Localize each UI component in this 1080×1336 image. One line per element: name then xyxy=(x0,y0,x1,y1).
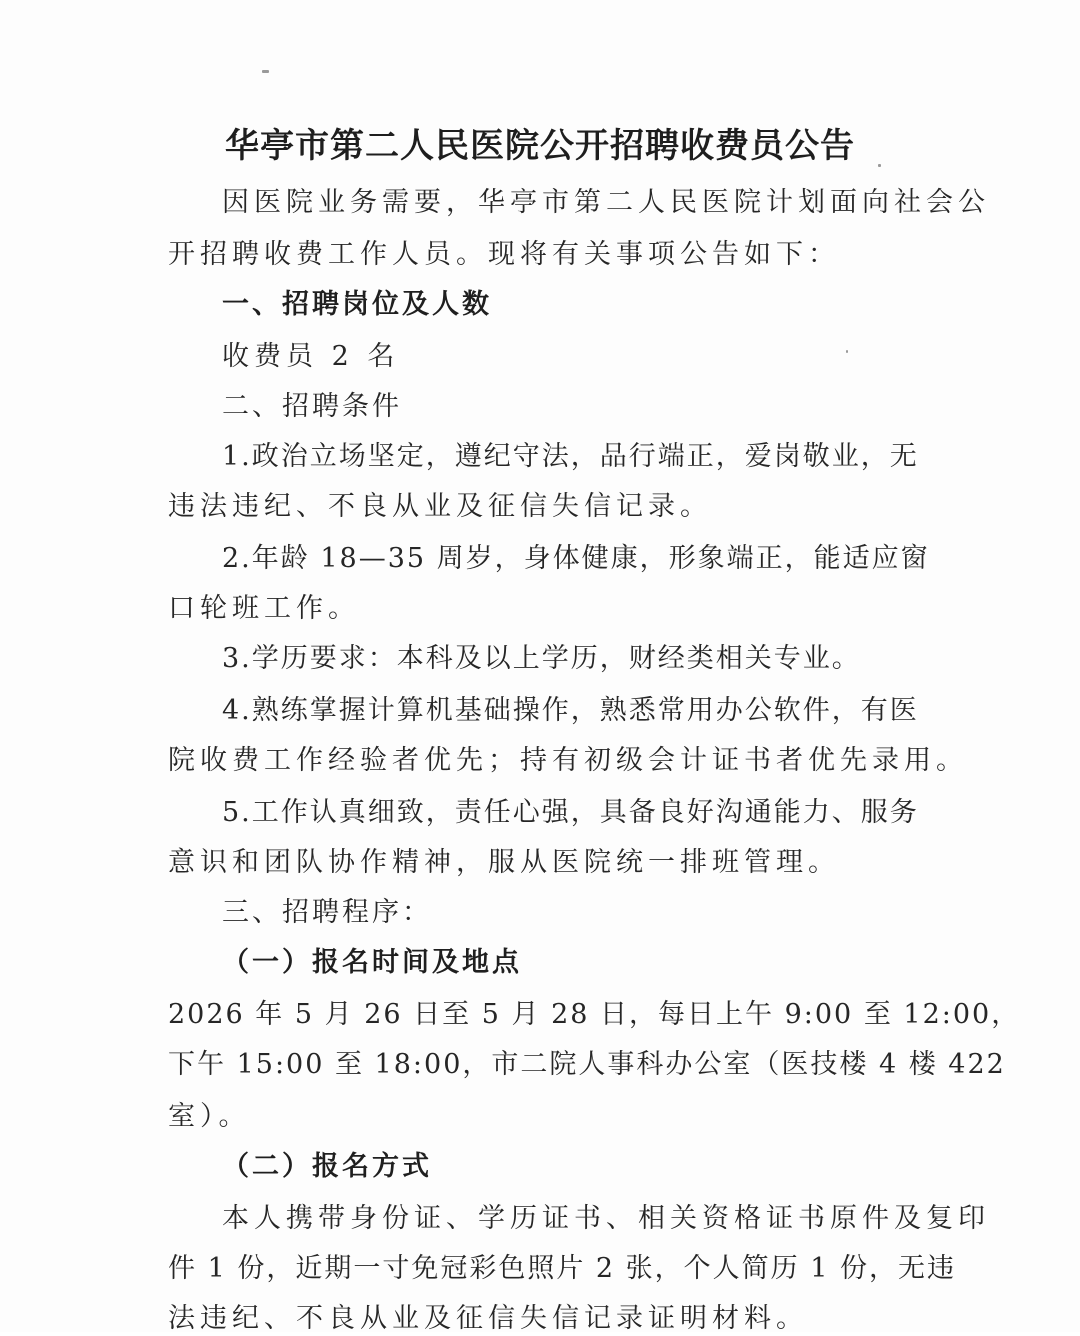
section-heading-positions: 一、招聘岗位及人数 xyxy=(222,289,492,320)
requirement-1-line-1: 1.政治立场坚定，遵纪守法，品行端正，爱岗敬业，无 xyxy=(222,441,919,472)
requirement-2-line-1: 2.年龄 18—35 周岁，身体健康，形象端正，能适应窗 xyxy=(222,543,930,574)
requirement-4-line-1: 4.熟练掌握计算机基础操作，熟悉常用办公软件，有医 xyxy=(222,695,919,726)
intro-line-1: 因医院业务需要，华亭市第二人民医院计划面向社会公 xyxy=(222,187,990,218)
requirement-4-line-2: 院收费工作经验者优先；持有初级会计证书者优先录用。 xyxy=(168,745,968,776)
requirement-2-line-2: 口轮班工作。 xyxy=(168,593,360,624)
requirement-3: 3.学历要求：本科及以上学历，财经类相关专业。 xyxy=(222,643,861,674)
method-line-2: 件 1 份，近期一寸免冠彩色照片 2 张，个人简历 1 份，无违 xyxy=(168,1253,957,1284)
time-place-line-2: 下午 15:00 至 18:00，市二院人事科办公室（医技楼 4 楼 422 xyxy=(168,1049,1006,1080)
section-heading-requirements: 二、招聘条件 xyxy=(222,391,402,422)
requirement-5-line-1: 5.工作认真细致，责任心强，具备良好沟通能力、服务 xyxy=(222,797,919,828)
method-line-1: 本人携带身份证、学历证书、相关资格证书原件及复印 xyxy=(222,1203,990,1234)
method-line-3: 法违纪、不良从业及征信失信记录证明材料。 xyxy=(168,1303,808,1334)
subsection-heading-time-place: （一）报名时间及地点 xyxy=(222,947,522,978)
time-place-line-1: 2026 年 5 月 26 日至 5 月 28 日，每日上午 9:00 至 12:00， xyxy=(168,999,1021,1030)
section-heading-procedure: 三、招聘程序： xyxy=(222,897,432,928)
document-title: 华亭市第二人民医院公开招聘收费员公告 xyxy=(225,126,855,166)
time-place-line-3: 室）。 xyxy=(168,1101,251,1132)
intro-line-2: 开招聘收费工作人员。现将有关事项公告如下： xyxy=(168,239,840,270)
scan-speck xyxy=(262,70,269,73)
position-count: 收费员 2 名 xyxy=(222,341,400,372)
requirement-1-line-2: 违法违纪、不良从业及征信失信记录。 xyxy=(168,491,712,522)
requirement-5-line-2: 意识和团队协作精神，服从医院统一排班管理。 xyxy=(168,847,840,878)
subsection-heading-method: （二）报名方式 xyxy=(222,1151,432,1182)
